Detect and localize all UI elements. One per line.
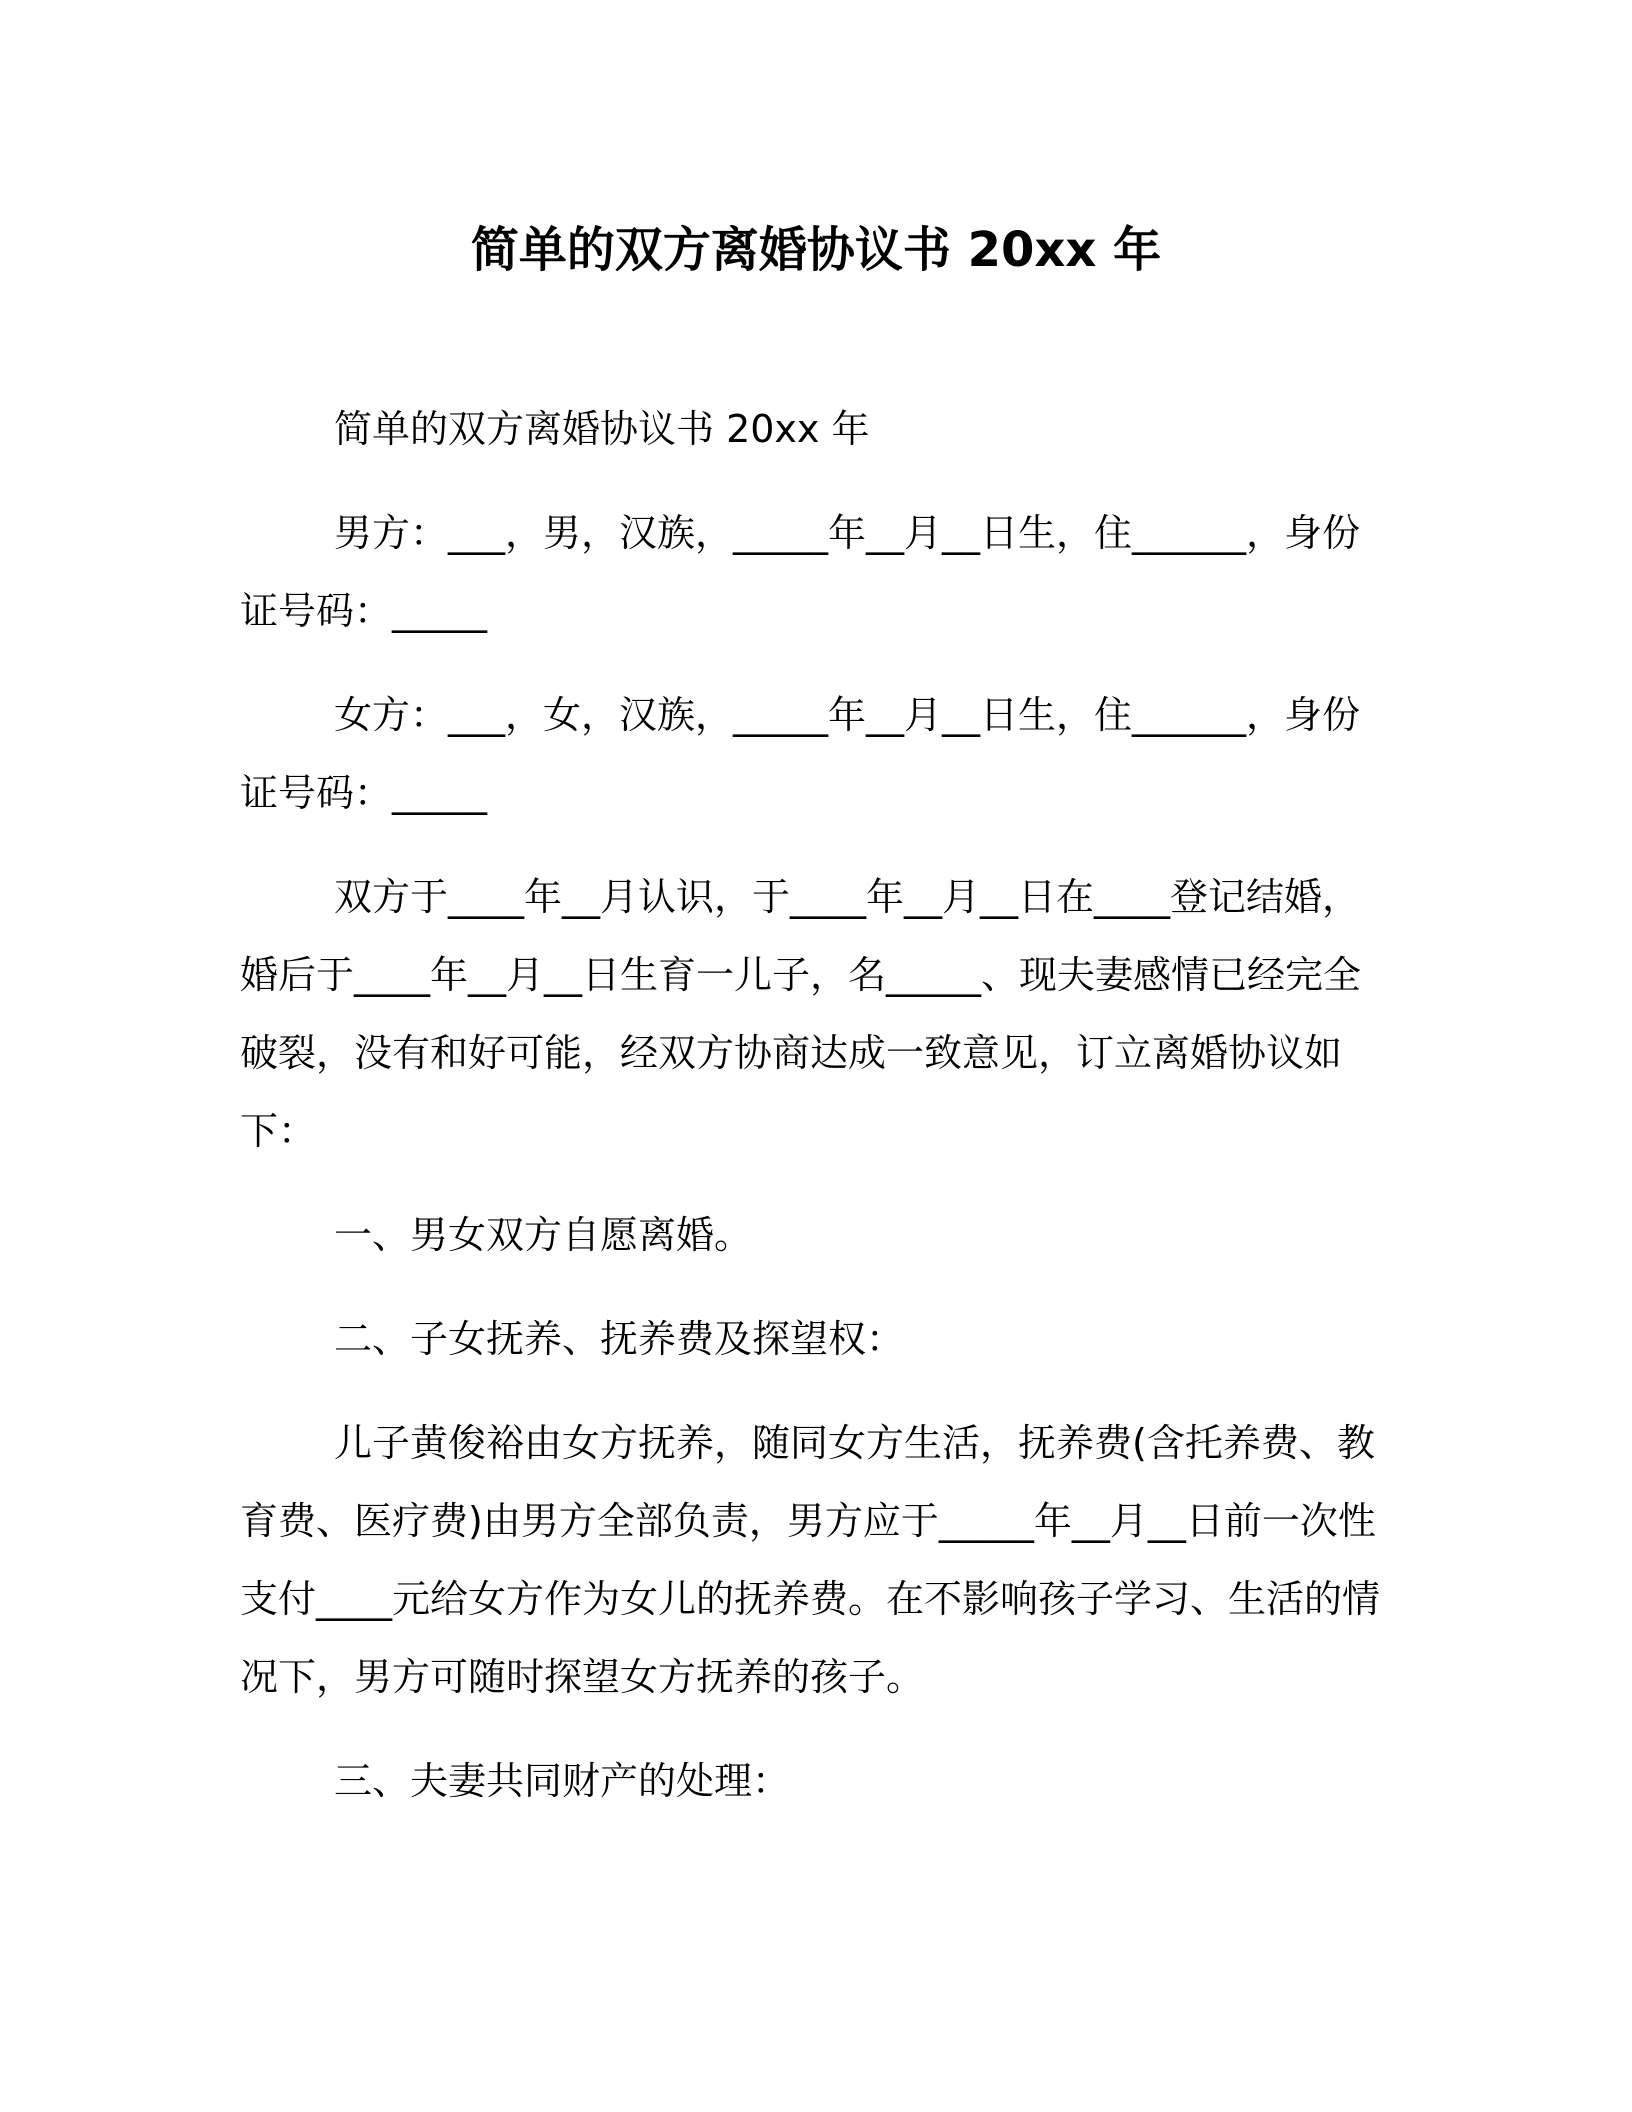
female-party-paragraph: 女方：___，女，汉族，_____年__月__日生，住______，身份证号码：_____: [240, 693, 1361, 815]
male-party-paragraph: 男方：___，男，汉族，_____年__月__日生，住______，身份证号码：_____: [240, 511, 1361, 633]
document-body: [240, 390, 1390, 1846]
child-custody-paragraph: 儿子黄俊裕由女方抚养，随同女方生活，抚养费(含托养费、教育费、医疗费)由男方全部负责，男方应于_____年__月__日前一次性支付____元给女方作为女儿的抚养费。在不影响孩子学习、生活的情况下，男方可随时探望女方抚养的孩子。: [240, 1421, 1381, 1699]
clause-2-heading: 二、子女抚养、抚养费及探望权：: [334, 1317, 905, 1361]
subtitle-paragraph: 简单的双方离婚协议书 20xx 年: [334, 407, 870, 451]
clause-3-heading: 三、夫妻共同财产的处理：: [334, 1759, 791, 1803]
marriage-background-paragraph: 双方于____年__月认识，于____年__月__日在____登记结婚，婚后于____年__月__日生育一儿子，名_____、现夫妻感情已经完全破裂，没有和好可能，经双方协商达成一致意见，订立离婚协议如下：: [240, 875, 1362, 1153]
clause-1-paragraph: 一、男女双方自愿离婚。: [334, 1213, 753, 1257]
document-title: 简单的双方离婚协议书 20xx 年: [470, 222, 1162, 278]
